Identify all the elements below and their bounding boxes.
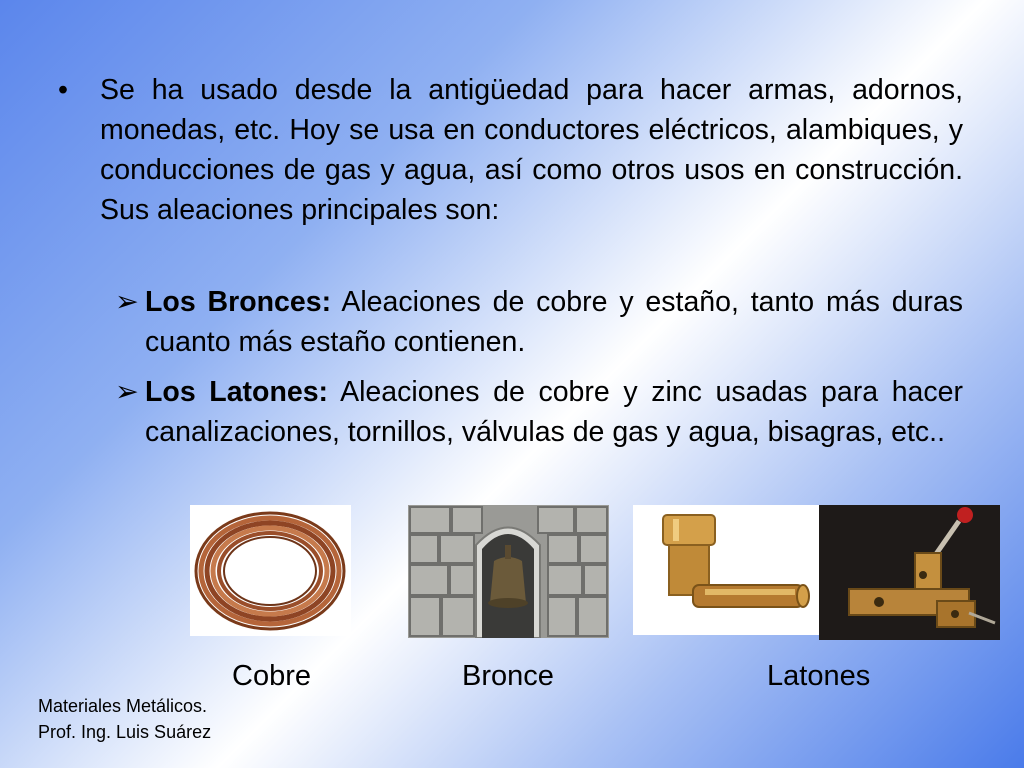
arrow-bullet-icon: ➢ bbox=[115, 286, 139, 318]
footer bbox=[38, 693, 211, 745]
caption-latones: Latones bbox=[767, 660, 871, 692]
desc-latones: Aleaciones de cobre y zinc usadas para hacer canalizaciones, tornillos, válvulas de gas y agua, bisagras, etc.. bbox=[145, 376, 963, 448]
main-bullet-text: Se ha usado desde la antigüedad para hacer armas, adornos, monedas, etc. Hoy se usa en conductores eléctricos, alambiques, y conducciones de gas y agua, así como otros usos en construcción. Sus aleaciones principales son: bbox=[100, 74, 963, 226]
sub-bullet-latones bbox=[115, 372, 963, 452]
desc-bronces: Aleaciones de cobre y estaño, tanto más duras cuanto más estaño contienen. bbox=[145, 286, 963, 358]
copper-coil-image bbox=[190, 505, 351, 636]
term-bronces: Los Bronces: bbox=[145, 286, 332, 318]
caption-bronce: Bronce bbox=[462, 660, 554, 692]
bullet-marker: • bbox=[58, 74, 68, 106]
brass-fitting-image bbox=[633, 505, 819, 635]
arrow-bullet-icon: ➢ bbox=[115, 376, 139, 408]
footer-course: Materiales Metálicos. bbox=[38, 696, 208, 716]
brass-valve-image bbox=[819, 505, 1000, 640]
main-bullet bbox=[58, 70, 963, 230]
caption-cobre: Cobre bbox=[232, 660, 311, 692]
sub-bullet-bronces bbox=[115, 282, 963, 362]
footer-author: Prof. Ing. Luis Suárez bbox=[38, 722, 212, 742]
bronze-bell-image bbox=[408, 505, 609, 638]
term-latones: Los Latones: bbox=[145, 376, 329, 408]
